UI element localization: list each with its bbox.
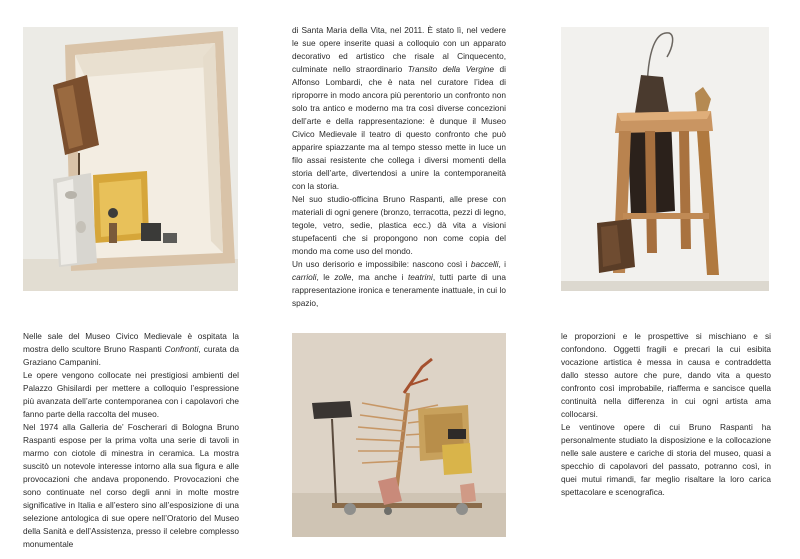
text-run: Le opere vengono collocate nei prestigiosi ambienti del Palazzo Ghisilardi per mettere a colloquio l’espressione più avanzata dell’arte contemporanea con i capolavori che fanno parte della raccolta del museo. [23,370,239,419]
text-run: le proporzioni e le prospettive si mischiano e si confondono. Oggetti fragili e precari la cui esibita vocazione artistica è messa in causa e contraddetta dallo stesso autore che pure, dando vita a questo confronto così improbabile, riafferma e sancisce quella continuità nella differenza in cui ogni artista ama collocarsi. [561,331,771,419]
italic-text-run: Transito della Vergine [407,64,494,74]
paragraph [23,421,239,551]
italic-text-run: baccelli [470,259,499,269]
paragraph [561,421,771,499]
italic-text-run: teatrini [407,272,433,282]
text-run: , i [498,259,506,269]
paragraph [561,330,771,421]
sculpture-photo-box [23,27,238,291]
text-run: di Santa Maria della Vita, nel 2011. È stato lì, nel vedere le sue opere inserite quasi a colloquio con un apparato decorativo ed artistico che risale al Cinquecento, culminate nello straordinario [292,25,506,74]
text-run: Nel 1974 alla Galleria de’ Foscherari di Bologna Bruno Raspanti espose per la prima volta una serie di tavoli in marmo con ciotole di minestra in ceramica. La mostra suscitò un notevole interesse intorno alla sua figura e alle provocazioni che andava proponendo. Provocazioni che sono continuate nel corso degli anni in molte mostre significative in Italia e all’estero sino all’esposizione di una selezione antologica di sue opere nell’Oratorio del Museo della Sanità e dell’Assistenza, presso il celebre complesso monumentale [23,422,239,549]
italic-text-run: carrioli [292,272,317,282]
sculpture-photo-cart [292,333,506,537]
text-run: Un uso derisorio e impossibile: nascono così i [292,259,471,269]
text-run: , ma anche i [351,272,408,282]
paragraph [23,369,239,421]
italic-text-run: Confronti [164,344,199,354]
sculpture-photo-stool [561,27,769,291]
italic-text-run: zolle [334,272,352,282]
paragraph [292,24,506,193]
text-run: Nel suo studio-officina Bruno Raspanti, alle prese con materiali di ogni genere (bronzo, terracotta, pezzi di legno, tegole, vetro, sedie, plastica ecc.) dà vita a visioni stupefacenti che si propongono non come copia del mondo ma come uso del mondo. [292,194,506,256]
text-run: , tutti parte di una rappresentazione ironica e teneramente inattuale, in cui lo spazio, [292,272,506,308]
text-column-bottom-left [23,330,239,551]
text-run: Nelle sale del Museo Civico Medievale è ospitata la mostra dello scultore Bruno Raspanti [23,331,239,354]
paragraph [23,330,239,369]
text-run: , curata da Graziano Campanini. [23,344,239,367]
text-run: di Alfonso Lombardi, che è nata nel curatore l’idea di riproporre in modo ancora più perentorio un confronto non solo tra antico e moderno ma tra così diverse concezioni dell’arte e della rappresentazione: è dunque il Museo Civico Medievale il teatro di questo confronto che può apparire spiazzante ma al tempo stesso mette in luce un filo assai resistente che collega i diversi momenti della storia dell’arte, divertendosi a unire la contemporaneità con la storia. [292,64,506,191]
text-run: Le ventinove opere di cui Bruno Raspanti ha personalmente studiato la disposizione e la collocazione nelle sale austere e cariche di storia del museo, quasi a specchio di capolavori del passato, potranno così, in quei mutui rimandi, far meglio risaltare la loro carica spettacolare e scenografica. [561,422,771,497]
text-column-top-middle [292,24,506,310]
text-run: , le [316,272,335,282]
text-column-bottom-right [561,330,771,499]
paragraph [292,258,506,310]
paragraph [292,193,506,258]
